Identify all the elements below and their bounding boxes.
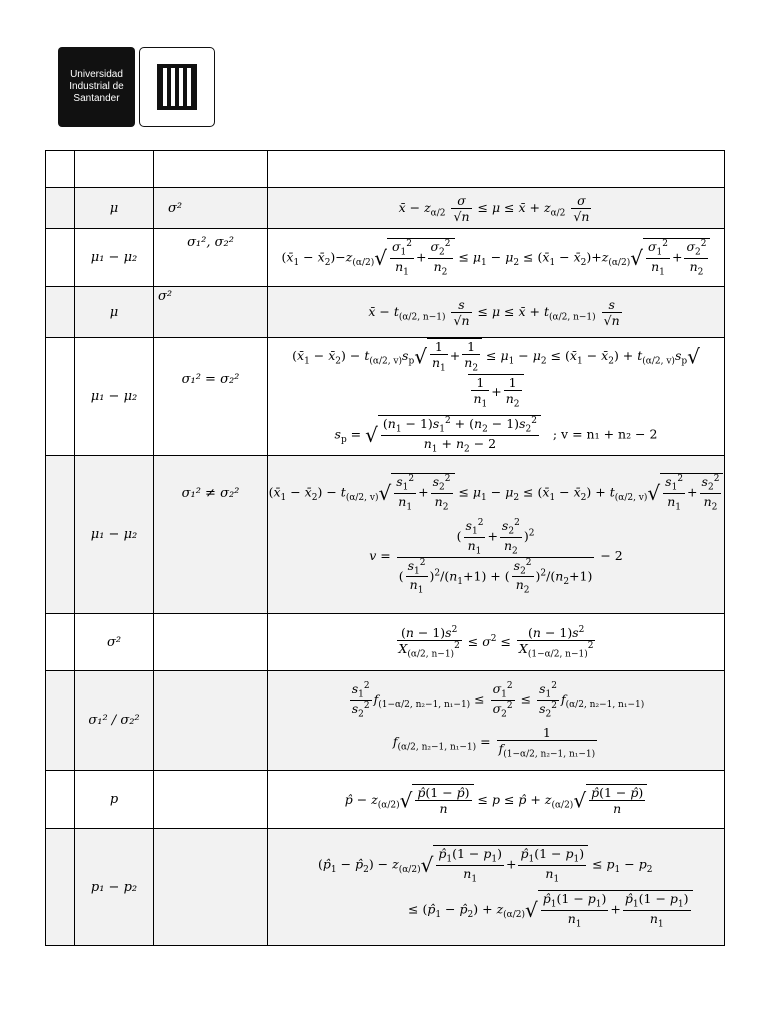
table-row xyxy=(46,614,725,671)
param-cell: μ₁ − μ₂ xyxy=(75,229,154,287)
table-row xyxy=(46,229,725,287)
param-cell: p₁ − p₂ xyxy=(75,829,154,946)
condition-cell xyxy=(154,829,268,946)
condition-cell xyxy=(154,671,268,771)
formula-cell: $\frac{(n - 1)s^2}{X_{(\alpha/2, n-1)}^2}$ ≤ $\sigma^2$ ≤ $\frac{(n - 1)s^2}{X_{(1-\alpha/2, n-1)}^2}$ xyxy=(268,614,725,671)
condition-cell: σ² xyxy=(154,287,268,338)
formula-cell: ($x̄_1$ − $x̄_2)-z_{(\alpha/2)}√$ $\frac{\sigma_1^2}{n_1}$ + $\frac{\sigma_2^2}{n_2}$ ≤ $\mu_1 - \mu_2$ ≤ ($x̄_1$ − $x̄_2)+z_{(\alpha/2)}√$ $\frac{\sigma_1^2}{n_1}$ + $\frac{\sigma_2^2}{n_2}$ xyxy=(268,229,725,287)
formula-cell: p̂ − $z_{(\alpha/2)}√$ $\frac{p̂(1 - p̂)}{n}$ ≤ p ≤ p̂ + $z_{(\alpha/2)}√$ $\frac{p̂(1 - p̂)}{n}$ xyxy=(268,771,725,829)
table-row xyxy=(46,287,725,338)
logo-line-3: Santander xyxy=(73,93,120,104)
logo-line-2: Industrial de xyxy=(69,81,124,92)
param-cell: σ₁² / σ₂² xyxy=(75,671,154,771)
confidence-interval-table xyxy=(45,150,725,946)
header-cell-4 xyxy=(268,151,725,188)
header-cell-1 xyxy=(46,151,75,188)
header-cell-2 xyxy=(75,151,154,188)
uis-seal-icon xyxy=(139,47,215,127)
condition-cell: σ₁² = σ₂² xyxy=(154,338,268,456)
param-cell: μ xyxy=(75,188,154,229)
formula-cell: ($p̂_1$ − $p̂_2) - z_{(\alpha/2)}√$ $\frac{p̂_1(1 - p_1)}{n_1}$ + $\frac{p̂_1(1 - p_1)}{n_1}$ ≤ $p_1 - p_2$ ≤ ($p̂_1$ − $p̂_2) + z_{(\alpha/2)}√$ $\frac{p̂_1(1 - p_1)}{n_1}$ + $\frac{p̂_1(1 - p_1)}{n_1}$ xyxy=(268,829,725,946)
uis-logo xyxy=(58,47,215,127)
param-cell: μ xyxy=(75,287,154,338)
formula-cell: ($x̄_1$ − $x̄_2) - t_{(\alpha/2, v)}√$ $\frac{s_1^2}{n_1}$ + $\frac{s_2^2}{n_2}$ ≤ $\mu_1 - \mu_2$ ≤ ($x̄_1$ − $x̄_2) + t_{(\alpha/2, v)}√$ $\frac{s_1^2}{n_1}$ + $\frac{s_2^2}{n_2}$ v = ( $\frac{s_1^2}{n_1}$ + $\frac{s_2^2}{n_2}$ )$^2$ ( $\frac{s_1^2}{n_1}$ )$^2/(n_1+1)$ + ( $\frac{s_2^2}{n_2}$ )$^2/(n_2+1)$ − 2 xyxy=(268,456,725,614)
logo-text-box xyxy=(58,47,135,127)
sp-degrees-freedom: ; v = n₁ + n₂ − 2 xyxy=(552,427,658,442)
param-cell: p xyxy=(75,771,154,829)
condition-cell: σ₁², σ₂² xyxy=(154,229,268,287)
formula-cell: ($x̄_1$ − $x̄_2) - t_{(\alpha/2, v)}s_p√$ $\frac{1}{n_1}$ + $\frac{1}{n_2}$ ≤ $\mu_1 - \mu_2$ ≤ ($x̄_1$ − $x̄_2) + t_{(\alpha/2, v)}s_p√$ $\frac{1}{n_1}$ + $\frac{1}{n_2}$ $s_p$ = √ $\frac{(n_1 - 1)s_1^2 + (n_2 - 1)s_2^2}{n_1 + n_2 - 2}$ ; v = n₁ + n₂ − 2 xyxy=(268,338,725,456)
formula-cell: $\frac{s_1^2}{s_2^2}$ $f_{(1-\alpha/2, n_2-1, n_1-1)}$ ≤ $\frac{\sigma_1^2}{\sigma_2^2}$ ≤ $\frac{s_1^2}{s_2^2}$ $f_{(\alpha/2, n_2-1, n_1-1)}$ $f_{(\alpha/2, n_2-1, n_1-1)}$ = $\frac{1}{f_{(1-\alpha/2, n_2-1, n_1-1)}}$ xyxy=(268,671,725,771)
table-row xyxy=(46,188,725,229)
param-cell: μ₁ − μ₂ xyxy=(75,338,154,456)
table-row xyxy=(46,829,725,946)
formula-cell: x̄ − $z_{\alpha/2}$ $\frac{\sigma}{√n}$ ≤ μ ≤ x̄ + $z_{\alpha/2}$ $\frac{\sigma}{√n}$ xyxy=(268,188,725,229)
condition-cell xyxy=(154,614,268,671)
condition-cell xyxy=(154,771,268,829)
condition-cell: σ₁² ≠ σ₂² xyxy=(154,456,268,614)
logo-line-1: Universidad xyxy=(70,69,123,80)
formula-cell: x̄ − $t_{(\alpha/2, n-1)}$ $\frac{s}{√n}$ ≤ μ ≤ x̄ + $t_{(\alpha/2, n-1)}$ $\frac{s}{√n}$ xyxy=(268,287,725,338)
param-cell: μ₁ − μ₂ xyxy=(75,456,154,614)
condition-cell: σ² xyxy=(154,188,268,229)
table-row xyxy=(46,671,725,771)
param-cell: σ² xyxy=(75,614,154,671)
header-row xyxy=(46,151,725,188)
header-cell-3 xyxy=(154,151,268,188)
table-row xyxy=(46,456,725,614)
table-row xyxy=(46,338,725,456)
table-row xyxy=(46,771,725,829)
